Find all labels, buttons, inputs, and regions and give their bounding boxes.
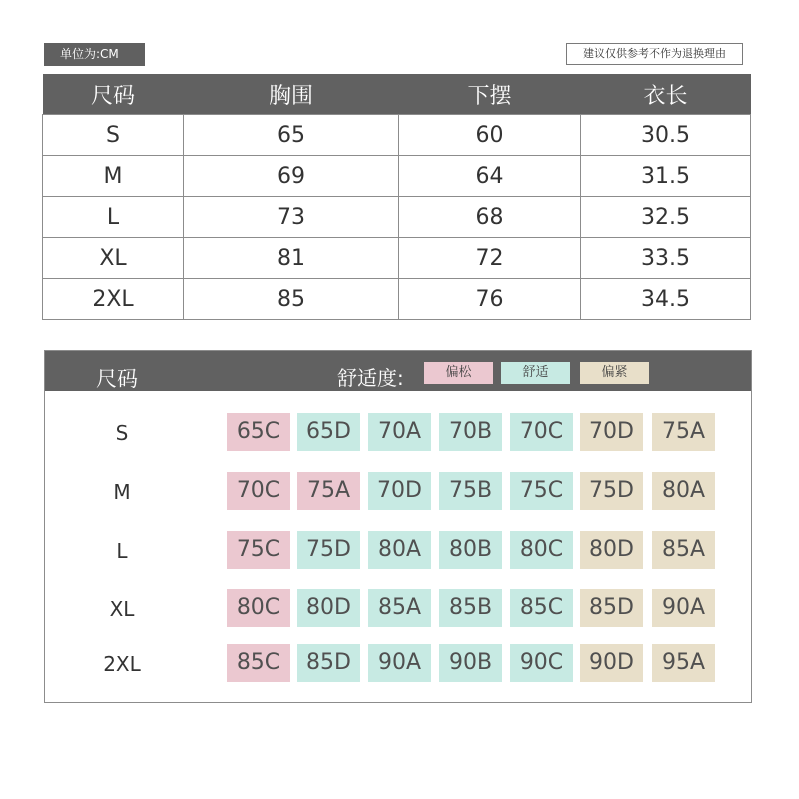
legend-tight: 偏紧 [580,362,649,384]
cup-size-cell: 75C [510,472,573,510]
cup-size-cell: 80A [368,531,431,569]
bra-size-panel [44,350,752,703]
cell-size: XL [43,238,184,279]
cup-size-cell: 85A [652,531,715,569]
cup-size-cell: 85D [297,644,360,682]
bra-panel-header [45,351,751,391]
unit-badge: 单位为:CM [44,43,145,66]
cell-chest: 85 [184,279,399,320]
bra-row-size-label: XL [109,597,135,621]
cell-size: 2XL [43,279,184,320]
cell-chest: 73 [184,197,399,238]
cup-size-cell: 90A [368,644,431,682]
cup-size-cell: 80C [510,531,573,569]
cup-size-cell: 70B [439,413,502,451]
cup-size-cell: 75D [297,531,360,569]
cup-size-cell: 95A [652,644,715,682]
cell-size: M [43,156,184,197]
cell-length: 30.5 [581,115,751,156]
cup-size-cell: 90C [510,644,573,682]
cup-size-cell: 80B [439,531,502,569]
header-chest: 胸围 [184,74,399,115]
cell-length: 31.5 [581,156,751,197]
header-length: 衣长 [581,74,751,115]
cup-size-cell: 70D [368,472,431,510]
legend-loose: 偏松 [424,362,493,384]
bra-panel-title: 尺码 [96,367,138,391]
cup-size-cell: 90B [439,644,502,682]
cup-size-cell: 75B [439,472,502,510]
cup-size-cell: 65D [297,413,360,451]
cup-size-cell: 70A [368,413,431,451]
cup-size-cell: 75D [580,472,643,510]
cup-size-cell: 90D [580,644,643,682]
table-row [43,115,751,156]
bra-row-size-label: M [113,480,131,504]
cup-size-cell: 70C [227,472,290,510]
cup-size-cell: 70C [510,413,573,451]
comfort-label: 舒适度: [337,366,404,390]
table-row [43,238,751,279]
legend-comfortable: 舒适 [501,362,570,384]
table-row [43,156,751,197]
cup-size-cell: 85C [227,644,290,682]
cup-size-cell: 85C [510,589,573,627]
cup-size-cell: 80D [580,531,643,569]
cup-size-cell: 75A [297,472,360,510]
bra-row-size-label: L [116,539,128,563]
bra-row-size-label: 2XL [103,652,141,676]
cup-size-cell: 80C [227,589,290,627]
size-table-header-row [43,74,751,115]
cell-hem: 60 [399,115,581,156]
cup-size-cell: 85B [439,589,502,627]
bra-row-size-label: S [115,421,129,445]
cell-size: S [43,115,184,156]
cup-size-cell: 75C [227,531,290,569]
cup-size-cell: 85A [368,589,431,627]
header-size: 尺码 [43,74,184,115]
cell-chest: 69 [184,156,399,197]
table-row [43,197,751,238]
cell-size: L [43,197,184,238]
cup-size-cell: 75A [652,413,715,451]
cup-size-cell: 80D [297,589,360,627]
cup-size-cell: 85D [580,589,643,627]
cell-hem: 68 [399,197,581,238]
cell-chest: 65 [184,115,399,156]
cell-length: 34.5 [581,279,751,320]
table-row [43,279,751,320]
cup-size-cell: 80A [652,472,715,510]
header-hem: 下摆 [399,74,581,115]
cell-hem: 64 [399,156,581,197]
disclaimer-note: 建议仅供参考不作为退换理由 [566,43,743,65]
cell-length: 32.5 [581,197,751,238]
size-table [42,74,751,320]
cell-hem: 72 [399,238,581,279]
cup-size-cell: 70D [580,413,643,451]
cup-size-cell: 90A [652,589,715,627]
cell-chest: 81 [184,238,399,279]
cell-hem: 76 [399,279,581,320]
cell-length: 33.5 [581,238,751,279]
cup-size-cell: 65C [227,413,290,451]
